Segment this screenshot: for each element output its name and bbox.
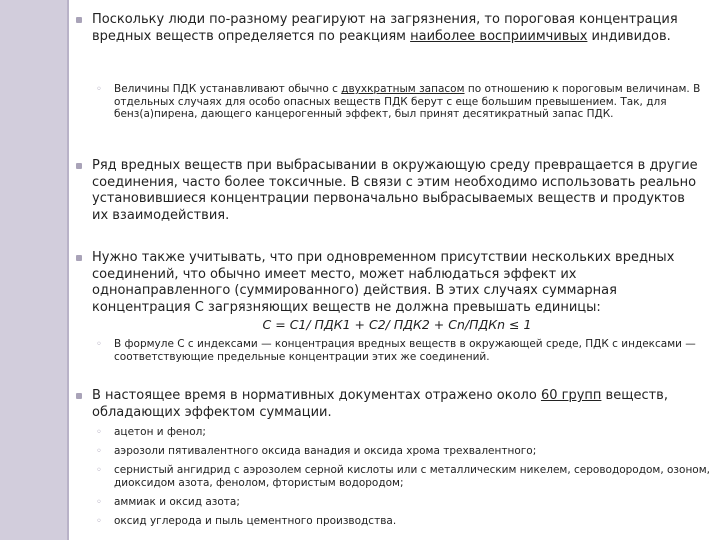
p4-text-b: веществ, обладающих эффектом суммации. (92, 388, 668, 420)
p2-text: Ряд вредных веществ при выбрасывании в окружающую среду превращается в другие соединения, часто более токсичные. В связи с этим необходимо использовать реально установившиеся концентрации первоначально выбрасываемых веществ и продуктов их взаимодействия. (92, 158, 698, 223)
list-item-text: оксид углерода и пыль цементного производства. (114, 515, 397, 527)
circle-bullet-icon: ◦ (96, 339, 102, 350)
list-item-text: сернистый ангидрид с аэрозолем серной кислоты или с металлическим никелем, сероводородом, озоном, диоксидом азота, фенолом, фтористым водородом; (114, 464, 710, 489)
p1-text-a: Поскольку люди по-разному реагируют на загрязнения, то пороговая концентрация вредных веществ определяется по реакциям (92, 12, 678, 44)
p4-text-a: В настоящее время в нормативных документах отражено около (92, 388, 541, 403)
p1-sub-text-a: Величины ПДК устанавливают обычно с (114, 83, 342, 95)
bullet-paragraph-3 (76, 250, 702, 316)
bullet-paragraph-2 (76, 158, 702, 224)
p4-underlined: 60 групп (540, 388, 602, 403)
list-item-text: ацетон и фенол; (114, 426, 206, 438)
circle-bullet-icon: ◦ (96, 465, 102, 476)
square-bullet-icon (76, 255, 82, 261)
square-bullet-icon (76, 393, 82, 399)
bullet-paragraph-4 (76, 388, 702, 421)
p1-underlined: наиболее восприимчивых (410, 28, 588, 44)
sub-bullet-formula-note (76, 338, 714, 363)
list-item (76, 515, 714, 528)
list-item (76, 464, 714, 489)
slide-sidebar (0, 0, 67, 540)
summation-formula: С = С1/ ПДК1 + С2/ ПДК2 + Сn/ПДКn ≤ 1 (262, 317, 532, 332)
circle-bullet-icon: ◦ (96, 516, 102, 527)
list-item-text: аммиак и оксид азота; (114, 496, 240, 508)
p3-sub-text: В формуле С с индексами — концентрация вредных веществ в окружающей среде, ПДК с индексами — соответствующие предельные концентрации этих же соединений. (114, 338, 696, 363)
circle-bullet-icon: ◦ (96, 427, 102, 438)
circle-bullet-icon: ◦ (96, 446, 102, 457)
square-bullet-icon (76, 17, 82, 23)
list-item-text: аэрозоли пятивалентного оксида ванадия и оксида хрома трехвалентного; (114, 445, 537, 457)
p3-text: Нужно также учитывать, что при одновременном присутствии нескольких вредных соединений, что обычно имеет место, может наблюдаться эффект их однонаправленного (суммированного) действия. В этих случаях суммарная концентрация С загрязняющих веществ не должна превышать единицы: (92, 250, 675, 315)
list-item (76, 445, 714, 458)
list-item (76, 426, 714, 439)
sidebar-edge (67, 0, 69, 540)
bullet-paragraph-1 (76, 12, 702, 45)
sub-bullet-1 (76, 83, 714, 121)
square-bullet-icon (76, 163, 82, 169)
circle-bullet-icon: ◦ (96, 84, 102, 95)
p1-sub-text-b: по отношению к пороговым величинам. В отдельных случаях для особо опасных веществ ПДК берут с еще большим превышением. Так, для бенз(а)пирена, дающего канцерогенный эффект, был принят десятикратный запас ПДК. (114, 83, 701, 120)
circle-bullet-icon: ◦ (96, 497, 102, 508)
list-item (76, 496, 714, 509)
p1-sub-underlined: двухкратным запасом (341, 83, 465, 95)
p1-text-b: индивидов. (587, 28, 671, 44)
